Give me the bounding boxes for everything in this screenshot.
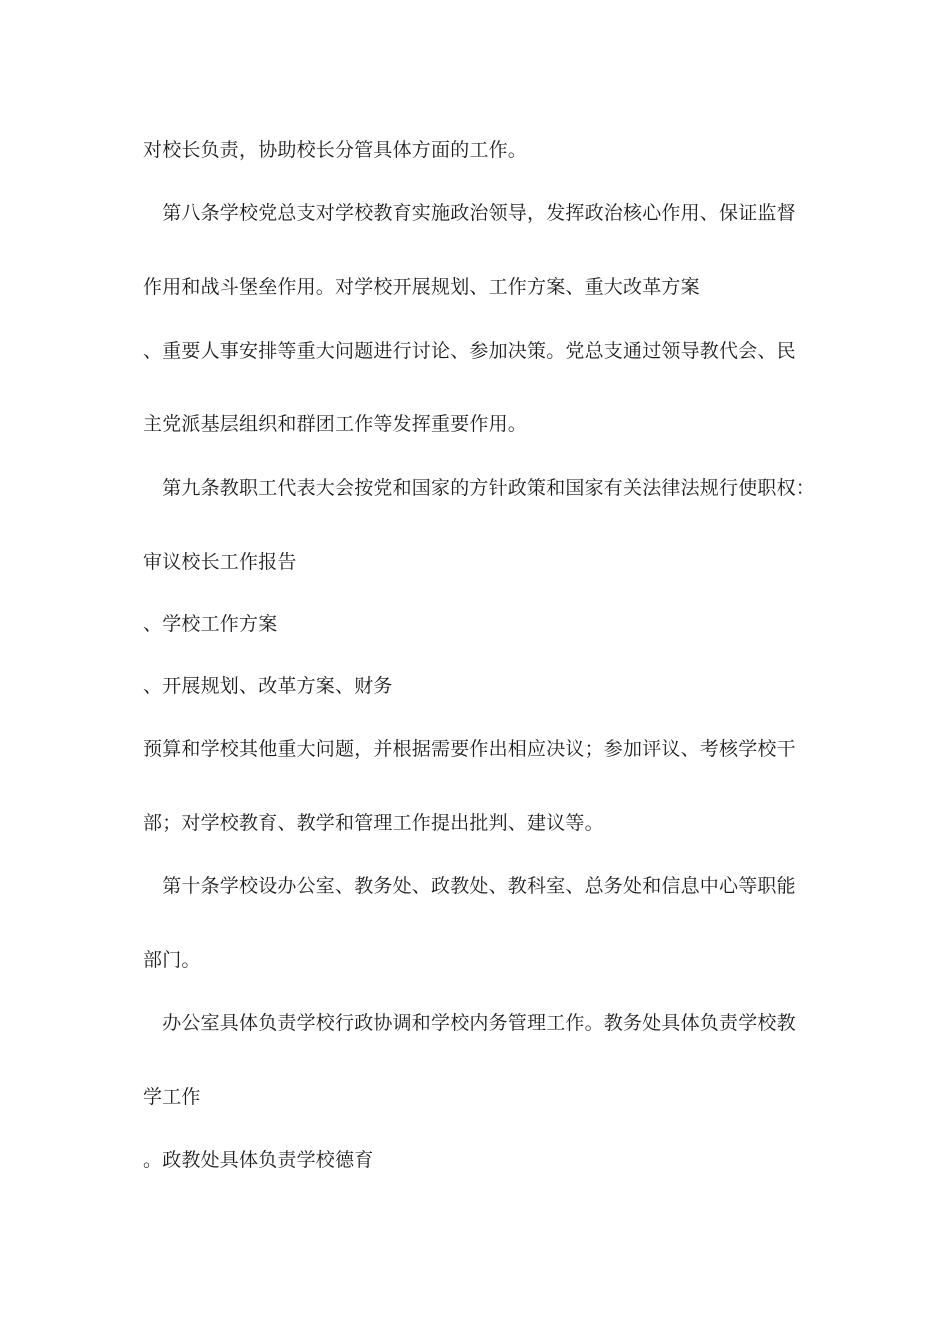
text-line: 作用和战斗堡垒作用。对学校开展规划、工作方案、重大改革方案 [143,276,700,298]
text-line: 部门。 [143,949,201,971]
text-line: 。政教处具体负责学校德育 [143,1149,374,1171]
text-line: 对校长负责，协助校长分管具体方面的工作。 [143,139,528,161]
text-line: 预算和学校其他重大问题，并根据需要作出相应决议；参加评议、考核学校干 [143,738,796,760]
text-line: 部；对学校教育、教学和管理工作提出批判、建议等。 [143,812,604,834]
text-line: 学工作 [143,1086,201,1108]
text-line: 主党派基层组织和群团工作等发挥重要作用。 [143,413,528,435]
text-line: 、重要人事安排等重大问题进行讨论、参加决策。党总支通过领导教代会、民 [143,340,796,362]
text-line: 第八条学校党总支对学校教育实施政治领导，发挥政治核心作用、保证监督 [143,202,796,224]
text-line: 办公室具体负责学校行政协调和学校内务管理工作。教务处具体负责学校教 [143,1012,796,1034]
text-line: 第九条教职工代表大会按党和国家的方针政策和国家有关法律法规行使职权： [143,477,816,499]
text-line: 、学校工作方案 [143,613,278,635]
text-line: 、开展规划、改革方案、财务 [143,675,393,697]
text-line: 审议校长工作报告 [143,551,297,573]
text-line: 第十条学校设办公室、教务处、政教处、教科室、总务处和信息中心等职能 [143,875,796,897]
